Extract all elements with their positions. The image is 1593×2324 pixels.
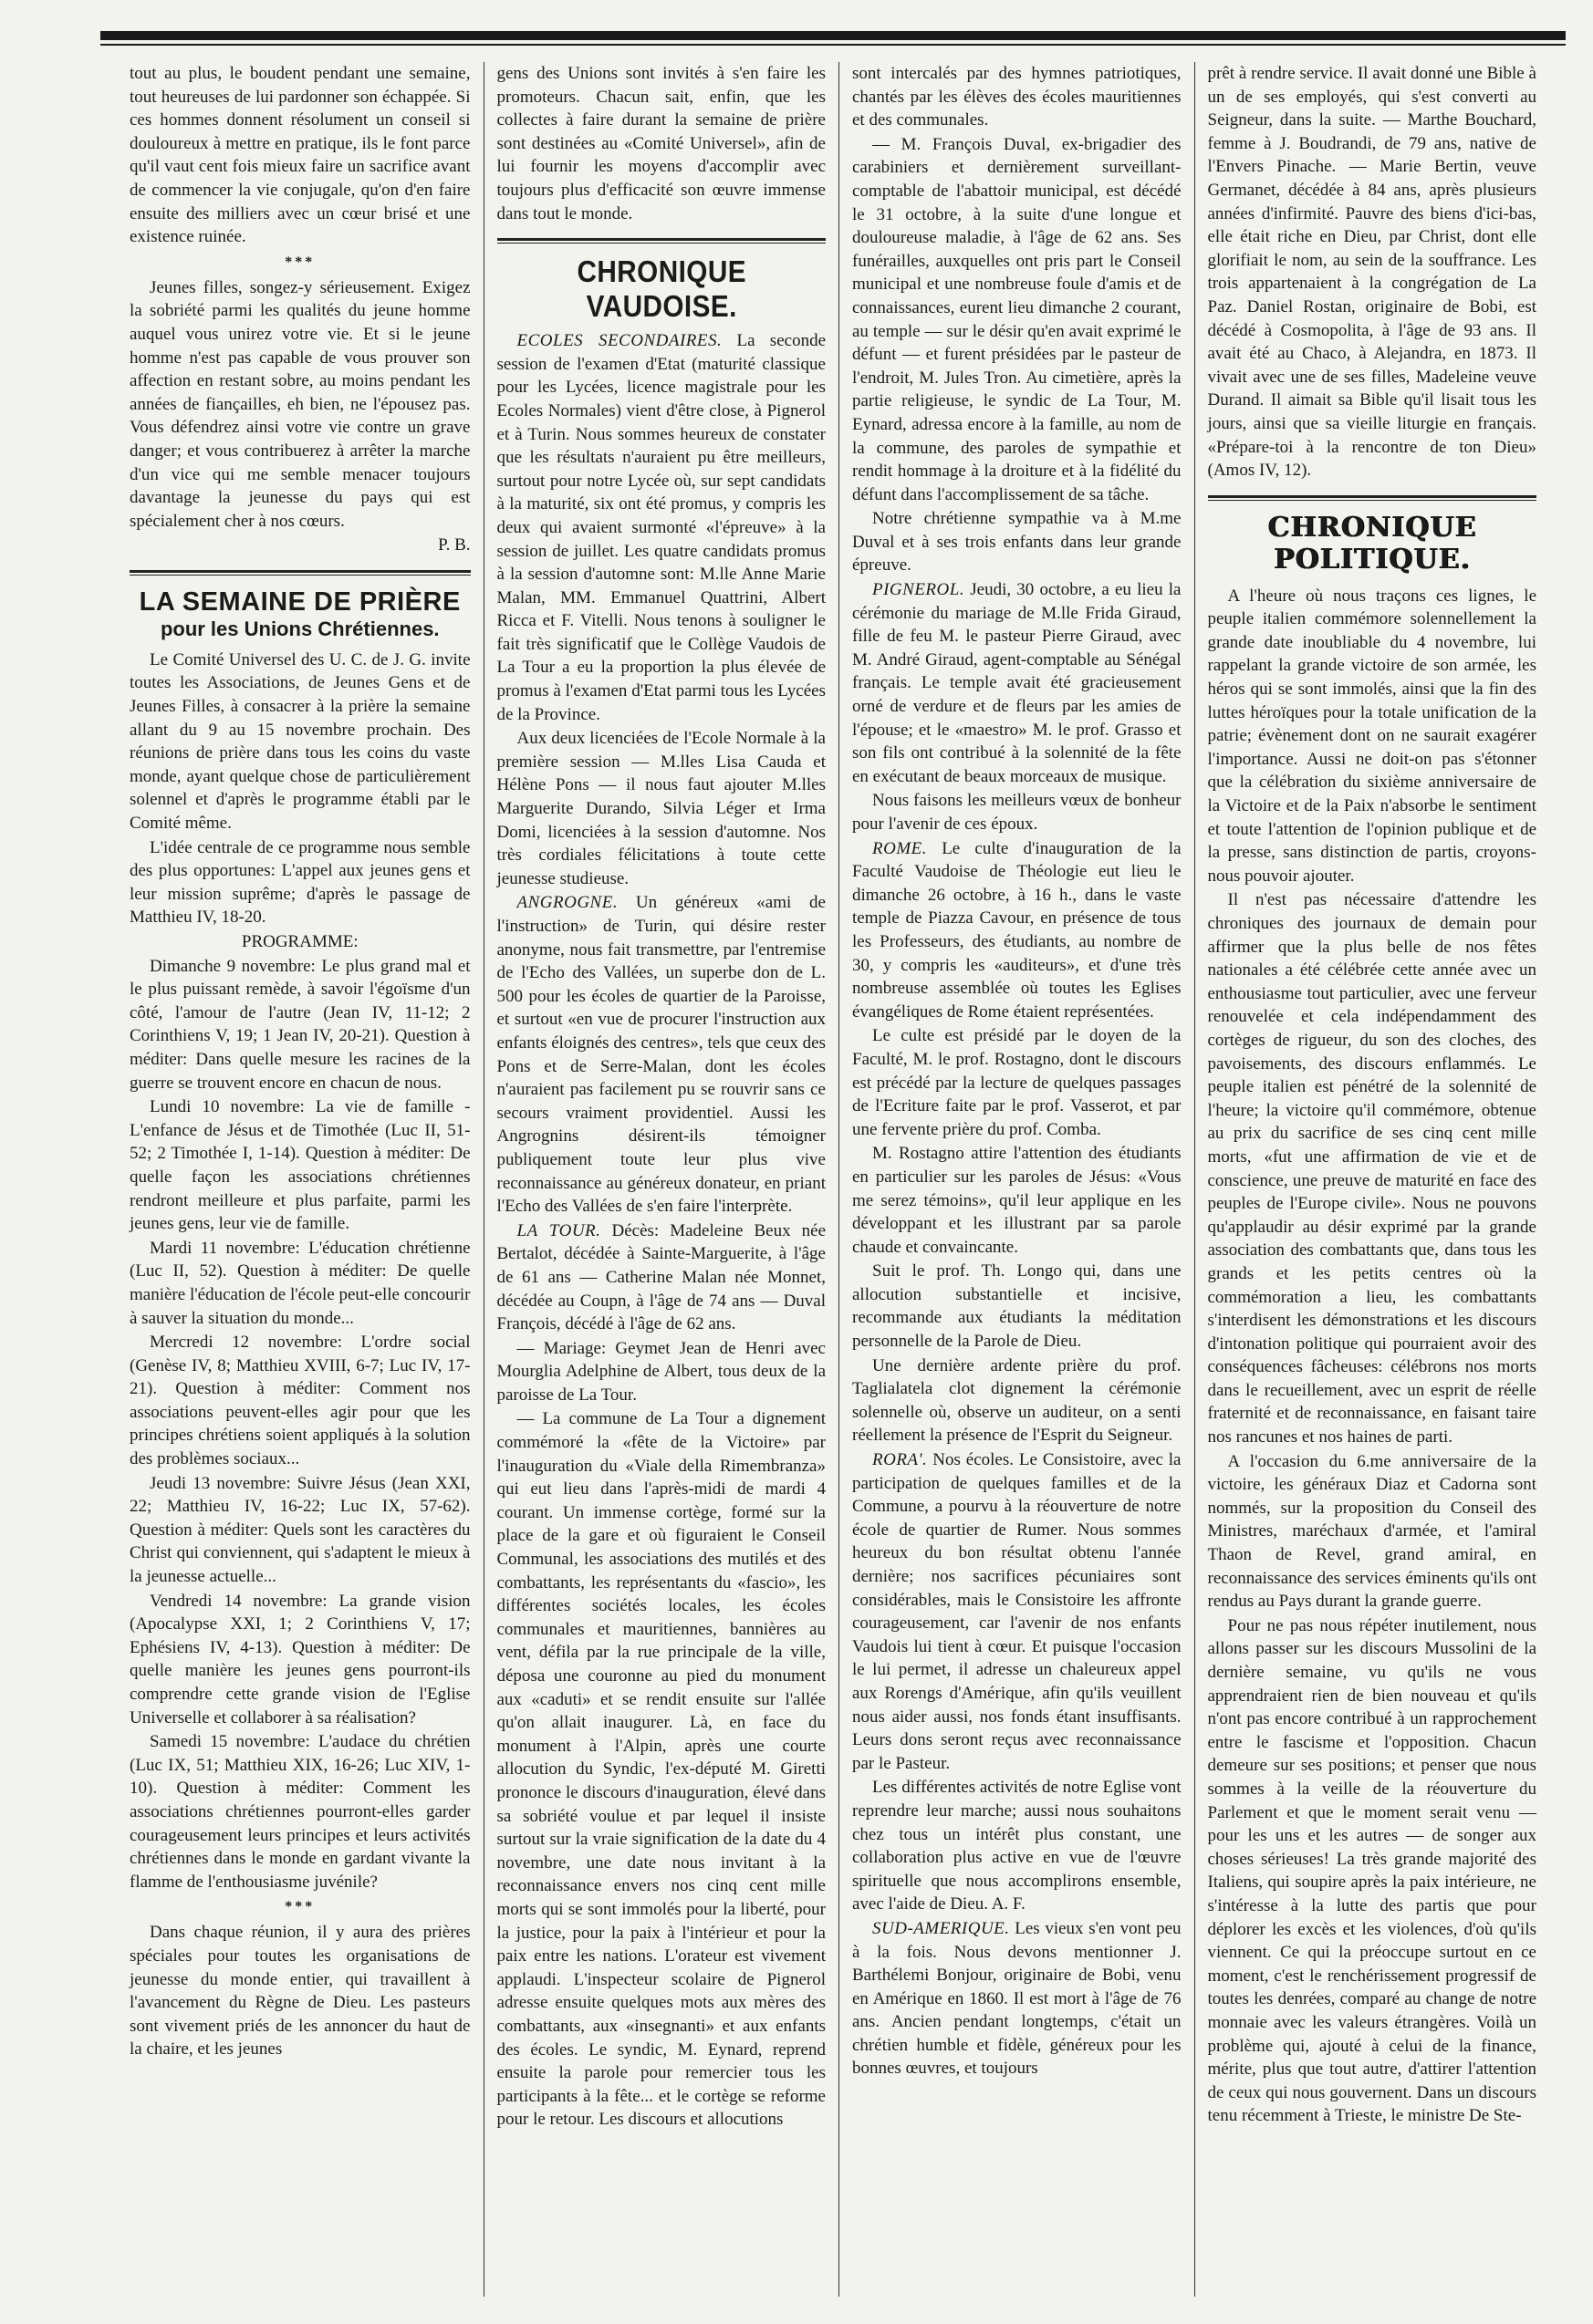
article-paragraph: Mercredi 12 novembre: L'ordre social (Genèse IV, 8; Matthieu XVIII, 6-7; Luc IV, 17-21). Question à méditer: Comment nos associations peuvent-elles agir pour que les principes chrétiens soient appliqués à la solution des problèmes sociaux...	[130, 1333, 471, 1469]
article-paragraph: Le Comité Universel des U. C. de J. G. invite toutes les Associations, de Jeunes Gens et de Jeunes Filles, à consacrer à la prière la semaine allant du 9 au 15 novembre prochain. Des réunions de prière dans tous les coins du vaste monde, ayant quelque chose de particulièrement solennel et d'après le programme établi par le Comité même.	[130, 649, 471, 834]
article-paragraph: Une dernière ardente prière du prof. Taglialatela clot dignement la cérémonie solennelle où, observe un auditeur, on a senti réellement la présence de l'Esprit du Seigneur.	[852, 1355, 1182, 1446]
chronique-politique-heading: CHRONIQUE POLITIQUE.	[1267, 511, 1477, 576]
article-paragraph: gens des Unions sont invités à s'en faire les promoteurs. Chacun sait, enfin, que les collectes à faire durant la semaine de prière sont destinées au «Comité Universel», afin de lui fournir les moyens d'accomplir avec toujours plus d'efficacité son œuvre immense dans tout le monde.	[496, 64, 826, 223]
column-4	[1194, 62, 1550, 2297]
article-paragraph: Jeunes filles, songez-y sérieusement. Exigez la sobriété parmi les qualités du jeune homme auquel vous unirez votre vie. Et si le jeune homme n'est pas capable de vous prouver son affection en restant sobre, au moins pendant les années de fiançailles, eh bien, ne l'épousez pas. Vous défendrez ainsi votre vie contre un grave danger; et vous contribuerez à arrêter la marche d'un vice qui me semble menacer toujours davantage la jeunesse du pays qui est spécialement cher à nos cœurs.	[130, 277, 471, 531]
article-paragraph: tout au plus, le boudent pendant une semaine, tout heureuses de lui pardonner son échappée. Si ces hommes donnent résolument un conseil si douloureux à mettre en pratique, ils le font parce qu'il vaut cent fois mieux faire un sacrifice avant de commencer la vie conjugale, qu'on d'en faire ensuite des milliers avec un cœur brisé et une existence ruinée.	[130, 64, 471, 247]
article-paragraph: PROGRAMME:	[241, 932, 359, 951]
article-paragraph: P. B.	[438, 535, 471, 555]
column-1	[128, 62, 484, 2297]
article-paragraph: Mardi 11 novembre: L'éducation chrétienne (Luc II, 52). Question à méditer: De quelle manière l'éducation de l'école peut-elle concourir à sauver la situation du monde...	[130, 1238, 471, 1328]
article-paragraph: sont intercalés par des hymnes patriotiques, chantés par les élèves des écoles mauritiennes et des communales.	[852, 64, 1182, 130]
article-paragraph: Notre chrétienne sympathie va à M.me Duval et à ses trois enfants dans leur grande épreuve.	[852, 509, 1182, 576]
asterism: ***	[285, 1899, 316, 1915]
article-paragraph: LA TOUR. Décès: Madeleine Beux née Bertalot, décédée à Sainte-Marguerite, à l'âge de 61 ans — Catherine Malan née Monnet, décédée au Coupn, à l'âge de 74 ans — Duval François, décédé à l'âge de 62 ans.	[496, 1220, 826, 1334]
article-paragraph: — Mariage: Geymet Jean de Henri avec Mourglia Adelphine de Albert, tous deux de la paroisse de La Tour.	[496, 1338, 826, 1405]
article-paragraph: L'idée centrale de ce programme nous semble des plus opportunes: L'appel aux jeunes gens et leur mission suprême; d'après le passage de Matthieu IV, 18-20.	[130, 837, 471, 928]
article-paragraph: ECOLES SECONDAIRES. La seconde session de l'examen d'Etat (maturité classique pour les Lycées, licence magistrale pour les Ecoles Normales) vient d'être close, à Pignerol et à Turin. Nous sommes heureux de constater que les résultats n'auraient pu être meilleurs, surtout pour notre Lycée où, sur sept candidats à la maturité, six ont été promus, y compris les deux qui avaient surmonté «l'épreuve» à la session de juillet. Les quatre candidats promus à la session d'automne sont: M.lle Anne Marie Malan, MM. Emmanuel Quattrini, Albert Ricca et F. Vitelli. Nous tenons à souligner le fait très significatif que le Collège Vaudois de La Tour a eu la proportion la plus élevée de promus à l'examen d'Etat parmi tous les Lycées de la Province.	[496, 331, 826, 724]
paragraph-lead: RORA'.	[872, 1450, 928, 1470]
newspaper-page	[128, 62, 1549, 2297]
asterism: ***	[285, 254, 316, 270]
paragraph-lead: ECOLES SECONDAIRES.	[516, 331, 723, 351]
article-paragraph: Pour ne pas nous répéter inutilement, nous allons passer sur les discours Mussolini de la dernière semaine, vu qu'ils ne vous apprendraient rien de bien nouveau et qu'ils n'ont pas encore contribué à un rapprochement entre le fascisme et l'opposition. Chacun demeure sur ses positions; et penser que nous sommes à la veille de la réouverture du Parlement et que le moment serait venu — pour les uns et les autres — de songer aux choses sérieuses! La très grande majorité des Italiens, qui soupire après la paix intérieure, ne s'intéresse à la lutte des partis que pour déplorer les excès et les violences, d'où qu'ils viennent. Ce qui la préoccupe surtout en ce moment, c'est le renchérissement progressif de toutes les denrées, comparé au change de notre monnaie avec les valeurs étrangères. Voilà un problème qui, ajouté à celui de la finance, mérite, plus que tout autre, d'attirer l'attention de ceux qui nous gouvernent. Dans un discours tenu récemment à Trieste, le ministre De Ste-	[1207, 1615, 1536, 2126]
article-paragraph: Lundi 10 novembre: La vie de famille - L'enfance de Jésus et de Timothée (Luc II, 51-52; 2 Timothée I, 1-14). Question à méditer: De quelle façon les associations chrétiennes rendront meilleure et plus parfaite, parmi les jeunes gens, leur vie de famille.	[130, 1097, 471, 1234]
article-paragraph: Les différentes activités de notre Eglise vont reprendre leur marche; aussi nous souhaitons chez tous un intérêt plus constant, une collaboration plus active en vue de l'œuvre spirituelle que nous accomplirons ensemble, avec l'aide de Dieu. A. F.	[852, 1778, 1182, 1914]
article-paragraph: Nous faisons les meilleurs vœux de bonheur pour l'avenir de ces époux.	[852, 791, 1182, 834]
column-2	[484, 62, 839, 2297]
column-3	[838, 62, 1194, 2297]
paragraph-lead: ANGROGNE.	[516, 893, 619, 913]
article-paragraph: Suit le prof. Th. Longo qui, dans une allocution substantielle et incisive, recommande aux étudiants la méditation personnelle de la Parole de Dieu.	[852, 1261, 1182, 1352]
paragraph-lead: SUD-AMERIQUE.	[872, 1918, 1010, 1938]
top-rule	[100, 31, 1566, 40]
article-paragraph: — M. François Duval, ex-brigadier des carabiniers et dernièrement surveillant-comptable de l'abattoir municipal, est décédé le 31 octobre, à la suite d'une longue et douloureuse maladie, à l'âge de 62 ans. Ses funérailles, auxquelles ont pris part le Conseil municipal et une nombreuse foule d'amis et de connaissances, eurent lieu dimanche 2 courant, au temple — sur le désir qu'en avait exprimé le défunt — et furent présidées par le pasteur de l'endroit, M. Jules Tron. Au cimetière, après la partie religieuse, le syndic de La Tour, M. Eynard, adressa encore à la famille, au nom de la commune, des paroles de sympathie et rendit hommage à la droiture et à la fidélité du défunt dans l'accomplissement de sa tâche.	[852, 134, 1182, 504]
paragraph-lead: ROME.	[872, 838, 928, 858]
article-paragraph: RORA'. Nos écoles. Le Consistoire, avec la participation de quelques familles et de la Commune, a pourvu à la réouverture de notre école de quartier de Rumer. Nous sommes heureux du bon résultat obtenu l'année dernière; nos sacrifices pécuniaires sont considérables, mais le Consistoire les affronte courageusement, car l'avenir de nos enfants Vaudois lui tient à cœur. Et puisque l'occasion le lui permet, il adresse un chaleureux appel aux Rorengs d'Amérique, afin qu'ils veuillent nous aider aussi, nos fonds étant insuffisants. Leurs dons seront reçus avec reconnaissance par le Pasteur.	[852, 1450, 1182, 1773]
section-separator	[1208, 495, 1537, 501]
article-paragraph: ANGROGNE. Un généreux «ami de l'instruction» de Turin, qui désire rester anonyme, nous fait transmettre, par l'entremise de l'Echo des Vallées, un superbe don de L. 500 pour les écoles de quartier de la Paroisse, et surtout «en vue de procurer l'instruction aux enfants éloignés des centres», tels que ceux des Pons et de Serre-Malan, dont les écoles n'auraient pas facilement pu se rouvrir sans ce secours vraiment providentiel. Aussi les Angrognins désirent-ils témoigner publiquement toute leur plus vive reconnaissance au généreux donateur, en priant l'Echo des Vallées de s'en faire l'interprète.	[496, 893, 826, 1217]
article-paragraph: M. Rostagno attire l'attention des étudiants en particulier sur les paroles de Jésus: «Vous me serez témoins», qu'il leur applique en les développant et les illustrant par sa parole chaude et convaincante.	[852, 1144, 1182, 1257]
article-paragraph: A l'heure où nous traçons ces lignes, le peuple italien commémore solennellement la grande date inoubliable du 4 novembre, lui rappelant la grande victoire de son armée, les héros qui se sont immolés, ainsi que la fin des luttes héroïques pour la totale unification de la patrie; évènement dont on ne saurait exagérer l'importance. Aussi ne doit-on pas s'étonner que la célébration du sixième anniversaire de la Victoire et de la Paix n'absorbe le sentiment et toute l'attention de l'opinion publique et de la presse, sans distinction de partis, croyons-nous pouvoir ajouter.	[1207, 586, 1536, 886]
article-paragraph: Le culte est présidé par le doyen de la Faculté, M. le prof. Rostagno, dont le discours est précédé par la lecture de quelques passages de l'Ecriture faite par le prof. Vasserot, et par une fervente prière du prof. Comba.	[852, 1026, 1182, 1139]
article-paragraph: PIGNEROL. Jeudi, 30 octobre, a eu lieu la cérémonie du mariage de M.lle Frida Giraud, fille de feu M. le pasteur Pierre Giraud, avec M. André Giraud, agent-comptable au Sénégal français. Le temple avait été gracieusement orné de verdure et de fleurs par les amies de l'épouse; et le «maestro» M. le prof. Grasso et son fils ont contribué à la solennité de la fête en exécutant de beaux morceaux de musique.	[852, 580, 1182, 786]
article-paragraph: Samedi 15 novembre: L'audace du chrétien (Luc IX, 51; Matthieu XIX, 16-26; Luc XIV, 1-10). Question à méditer: Comment les associations chrétiennes pourront-elles garder courageusement leurs principes et leurs activités chrétiennes dans le monde en gardant vivante la flamme de l'enthousiasme juvénile?	[130, 1732, 471, 1892]
article-paragraph: A l'occasion du 6.me anniversaire de la victoire, les généraux Diaz et Cadorna sont nommés, sur la proposition du Conseil des Ministres, maréchaux d'armée, et l'amiral Thaon de Revel, grand amiral, en reconnaissance des services éminents qu'ils ont rendus au Pays durant la grande guerre.	[1207, 1451, 1536, 1612]
chronique-vaudoise-heading: CHRONIQUE VAUDOISE.	[576, 254, 746, 324]
article-paragraph: Dans chaque réunion, il y aura des prières spéciales pour toutes les organisations de jeunesse du monde entier, qui travaillent à l'avancement du Règne de Dieu. Les pasteurs sont vivement priés de les annoncer du haut de la chaire, et les jeunes	[130, 1923, 471, 2059]
section-subheading: pour les Unions Chrétiennes.	[160, 617, 440, 640]
article-paragraph: SUD-AMERIQUE. Les vieux s'en vont peu à la fois. Nous devons mentionner J. Barthélemi Bonjour, originaire de Bobi, venu en Amérique en 1860. Il est mort à l'âge de 76 ans. Ancien pendant longtemps, c'était un chrétien humble et fidèle, généreux pour les bonnes œuvres, et toujours	[852, 1918, 1182, 2079]
article-paragraph: ROME. Le culte d'inauguration de la Faculté Vaudoise de Théologie eut lieu le dimanche 26 octobre, à 16 h., dans le vaste temple de Piazza Cavour, en présence de tous les Professeurs, des étudiants, au nombre de 30, y compris les «auditeurs», et d'une très nombreuse assemblée où toutes les Eglises évangéliques de Rome étaient représentées.	[852, 838, 1182, 1022]
article-paragraph: Jeudi 13 novembre: Suivre Jésus (Jean XXI, 22; Matthieu IV, 16-22; Luc IX, 57-62). Question à méditer: Quels sont les caractères du Christ qui conviennent, qui s'adaptent le mieux à la jeunesse actuelle...	[130, 1473, 471, 1587]
article-paragraph: Aux deux licenciées de l'Ecole Normale à la première session — M.lles Lisa Cauda et Hélène Pons — il nous faut ajouter M.lles Marguerite Durando, Silvia Léger et Irma Domi, licenciées à la session d'automne. Nos très cordiales félicitations à toute cette jeunesse studieuse.	[496, 729, 826, 888]
article-paragraph: prêt à rendre service. Il avait donné une Bible à un de ses employés, qui s'est converti au Seigneur, dans la suite. — Marthe Bouchard, femme à J. Boudrandi, de 79 ans, native de l'Envers Pinache. — Marie Bertin, veuve Germanet, décédée à 84 ans, après plusieurs années d'infirmité. Pauvre des biens d'ici-bas, elle était riche en Dieu, par Christ, dont elle glorifiait le nom, au sein de la souffrance. Les trois appartenaient à la congrégation de La Paz. Daniel Rostan, originaire de Bobi, est décédé à Cosmopolita, à l'âge de 93 ans. Il avait été au Chaco, à Alejandra, en 1873. Il vivait avec une de ses filles, Madeleine veuve Durand. Il aimait sa Bible qu'il lisait tous les jours, ainsi que sa vieille liturgie en français. «Prépare-toi à la rencontre de ton Dieu» (Amos IV, 12).	[1207, 64, 1536, 481]
article-paragraph: — La commune de La Tour a dignement commémoré la «fête de la Victoire» par l'inauguration du «Viale della Rimembranza» qui eut lieu dans l'après-midi de mardi 4 courant. Un immense cortège, formé sur la place de la gare et où figuraient le Conseil Communal, les associations des mutilés et des combattants, les représentants du «fascio», les différentes sociétés locales, les écoles communales et mauritiennes, bannières au vent, défila par la rue principale de la ville, déposa une couronne au pied du monument aux «caduti» et se rendit ensuite sur l'allée qu'on allait inaugurer. Là, en face du monument à l'Alpin, après une courte allocution du Syndic, l'ex-député M. Giretti prononce le discours d'inauguration, élevé dans sa sobriété voulue et par lequel il insiste surtout sur la vraie signification de la date du 4 novembre, une date nous invitant à la reconnaissance envers nos cinq cent mille morts qui se sont immolés pour la liberté, pour la justice, pour la paix à l'intérieur et pour la paix entre les nations. L'orateur est vivement applaudi. L'inspecteur scolaire de Pignerol adresse ensuite quelques mots aux mères des combattants, aux «insegnanti» et aux enfants des écoles. Le syndic, M. Eynard, reprend ensuite la parole pour remercier tous les participants à la fête... et le cortège se reforme pour le retour. Les discours et allocutions	[496, 1409, 826, 2130]
section-separator	[497, 238, 827, 244]
section-separator	[130, 570, 471, 576]
article-paragraph: Vendredi 14 novembre: La grande vision (Apocalypse XXI, 1; 2 Corinthiens V, 17; Ephésiens IV, 4-13). Question à méditer: De quelle manière les jeunes gens pourront-ils comprendre cette grande vision de l'Eglise Universelle et collaborer à sa réalisation?	[130, 1591, 471, 1727]
paragraph-lead: PIGNEROL.	[872, 580, 965, 600]
paragraph-lead: LA TOUR.	[516, 1220, 601, 1240]
top-rule-thin	[100, 44, 1566, 46]
article-paragraph: Il n'est pas nécessaire d'attendre les chroniques des journaux de demain pour affirmer que la plus belle de nos fêtes nationales a été célébrée cette année avec un enthousiasme tout particulier, avec une ferveur renouvelée et cela indépendamment des cortèges de rigueur, du son des cloches, des pavoisements, des discours enflammés. Le peuple italien est pénétré de la solennité de l'heure; la victoire qu'il commémore, obtenue au prix du sacrifice de ses cinq cent mille morts, «fut une affirmation de vie et de conscience, une preuve de maturité en face des peuples de l'Europe civile». Nous ne pouvons qu'applaudir au désir exprimé par la grande association des combattants que, dans tous les grands et les petits centres où la commémoration a lieu, les combattants s'interdisent les démonstrations et les discours d'intonation politique qui pourraient avoir des conséquences fâcheuses: célébrons nos morts dans le recueillement, avec un esprit de réelle fraternité et de reconnaissance, en faisant taire nos rancunes et nos haines de parti.	[1207, 890, 1536, 1447]
article-paragraph: Dimanche 9 novembre: Le plus grand mal et le plus puissant remède, à savoir l'égoïsme d'un côté, l'amour de l'autre (Jean IV, 11-12; 2 Corinthiens V, 19; 1 Jean IV, 20-21). Question à méditer: Dans quelle mesure les racines de la guerre se trouvent encore en chacun de nous.	[130, 956, 471, 1093]
section-heading: LA SEMAINE DE PRIÈRE	[139, 586, 461, 617]
